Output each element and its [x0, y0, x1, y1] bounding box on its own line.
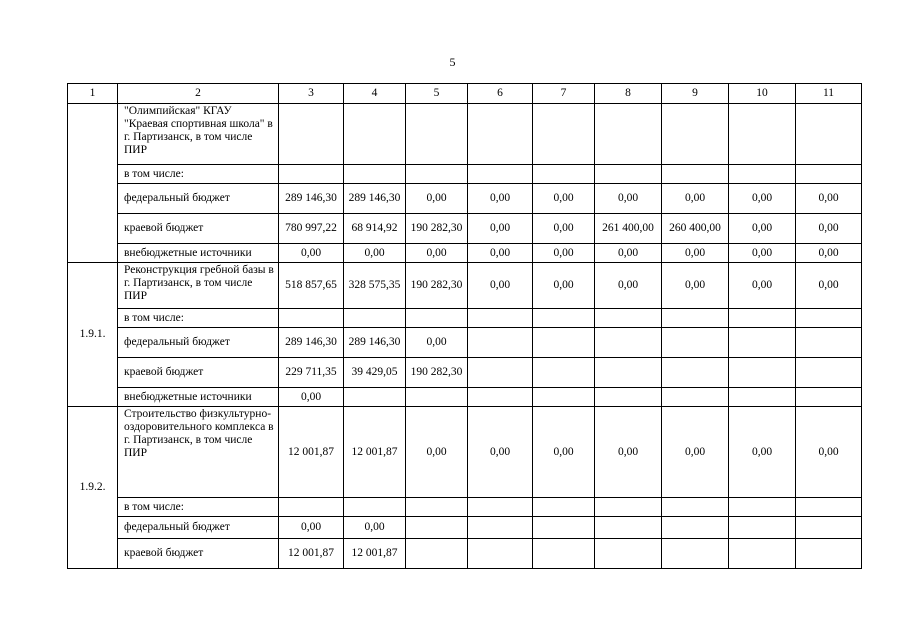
table-cell: 0,00	[729, 214, 796, 244]
table-cell	[662, 358, 729, 388]
table-cell	[344, 309, 406, 328]
table-cell	[595, 388, 662, 407]
table-cell: 0,00	[796, 244, 862, 263]
row-name: Строительство физкультурно-оздоровительного комплекса в г. Партизанск, в том числе ПИР	[118, 407, 279, 498]
row-name: в том числе:	[118, 498, 279, 517]
table-cell: 0,00	[279, 517, 344, 539]
table-cell	[533, 358, 595, 388]
table-cell	[729, 104, 796, 165]
table-cell: 0,00	[796, 407, 862, 498]
row-name: внебюджетные источники	[118, 244, 279, 263]
table-cell	[344, 388, 406, 407]
table-cell: 0,00	[729, 263, 796, 309]
table-cell: 260 400,00	[662, 214, 729, 244]
table-cell: 0,00	[595, 244, 662, 263]
column-header: 6	[468, 84, 533, 104]
table-cell	[468, 309, 533, 328]
table-cell: 229 711,35	[279, 358, 344, 388]
table-row	[68, 165, 862, 184]
table-cell	[279, 498, 344, 517]
table-cell	[595, 104, 662, 165]
row-name: федеральный бюджет	[118, 184, 279, 214]
table-cell: 289 146,30	[344, 328, 406, 358]
table-cell	[279, 165, 344, 184]
column-header: 8	[595, 84, 662, 104]
row-name: краевой бюджет	[118, 214, 279, 244]
column-header: 11	[796, 84, 862, 104]
table-cell	[662, 104, 729, 165]
column-header: 3	[279, 84, 344, 104]
table-cell: 0,00	[796, 184, 862, 214]
table-cell: 289 146,30	[279, 184, 344, 214]
table-cell	[729, 358, 796, 388]
header-row	[68, 84, 862, 104]
table-cell	[406, 165, 468, 184]
row-code: 1.9.2.	[68, 407, 118, 569]
table-cell: 0,00	[729, 407, 796, 498]
table-row	[68, 539, 862, 569]
table-cell: 0,00	[533, 263, 595, 309]
table-cell: 0,00	[406, 244, 468, 263]
table-cell	[729, 309, 796, 328]
table-row	[68, 263, 862, 309]
row-name: в том числе:	[118, 309, 279, 328]
table-cell	[279, 309, 344, 328]
table-cell: 289 146,30	[279, 328, 344, 358]
row-code	[68, 104, 118, 263]
table-cell	[595, 328, 662, 358]
table-cell	[729, 165, 796, 184]
column-header: 5	[406, 84, 468, 104]
table-cell: 0,00	[406, 328, 468, 358]
table-cell: 0,00	[279, 244, 344, 263]
column-header: 9	[662, 84, 729, 104]
column-header: 2	[118, 84, 279, 104]
table-cell	[406, 104, 468, 165]
table-row	[68, 358, 862, 388]
table-cell: 0,00	[595, 263, 662, 309]
table-cell: 0,00	[406, 407, 468, 498]
table-cell	[344, 165, 406, 184]
table-cell: 0,00	[344, 517, 406, 539]
table-cell	[533, 498, 595, 517]
table-cell: 0,00	[406, 184, 468, 214]
table-cell	[344, 498, 406, 517]
table-cell: 68 914,92	[344, 214, 406, 244]
table-cell	[729, 539, 796, 569]
table-cell: 12 001,87	[279, 407, 344, 498]
table-cell	[595, 358, 662, 388]
table-row	[68, 309, 862, 328]
table-cell	[662, 517, 729, 539]
table-cell	[533, 539, 595, 569]
table-cell	[468, 388, 533, 407]
table-cell	[468, 358, 533, 388]
table-row	[68, 388, 862, 407]
table-cell: 0,00	[662, 244, 729, 263]
table-cell	[279, 104, 344, 165]
table-row	[68, 184, 862, 214]
table-cell	[406, 309, 468, 328]
page-number: 5	[449, 55, 456, 69]
table-cell: 39 429,05	[344, 358, 406, 388]
table-cell	[796, 539, 862, 569]
table-cell: 289 146,30	[344, 184, 406, 214]
table-cell	[729, 328, 796, 358]
table-cell	[796, 309, 862, 328]
row-code: 1.9.1.	[68, 263, 118, 407]
table-cell: 190 282,30	[406, 358, 468, 388]
table-cell: 780 997,22	[279, 214, 344, 244]
table-cell	[796, 104, 862, 165]
table-cell: 328 575,35	[344, 263, 406, 309]
column-header: 1	[68, 84, 118, 104]
table-cell	[406, 517, 468, 539]
table-cell	[468, 498, 533, 517]
column-header: 10	[729, 84, 796, 104]
table-cell: 0,00	[533, 244, 595, 263]
table-cell	[796, 517, 862, 539]
table-cell	[595, 539, 662, 569]
table-cell	[796, 328, 862, 358]
table-cell	[796, 498, 862, 517]
table-cell	[796, 165, 862, 184]
column-header: 7	[533, 84, 595, 104]
column-header: 4	[344, 84, 406, 104]
table-cell: 0,00	[468, 263, 533, 309]
table-cell	[533, 517, 595, 539]
row-name: федеральный бюджет	[118, 328, 279, 358]
row-name: в том числе:	[118, 165, 279, 184]
table-row	[68, 244, 862, 263]
table-cell: 0,00	[796, 214, 862, 244]
row-name: внебюджетные источники	[118, 388, 279, 407]
table-cell: 261 400,00	[595, 214, 662, 244]
table-cell: 0,00	[662, 263, 729, 309]
table-cell	[468, 165, 533, 184]
table-cell	[662, 388, 729, 407]
table-cell: 0,00	[468, 407, 533, 498]
table-cell	[533, 165, 595, 184]
table-cell	[796, 388, 862, 407]
table-cell: 0,00	[729, 244, 796, 263]
table-cell	[533, 104, 595, 165]
table-row	[68, 517, 862, 539]
table-row	[68, 407, 862, 498]
table-cell	[595, 309, 662, 328]
table-cell	[662, 309, 729, 328]
table-cell	[662, 498, 729, 517]
table-cell	[595, 165, 662, 184]
table-cell: 0,00	[533, 184, 595, 214]
table-cell: 12 001,87	[344, 539, 406, 569]
table-cell: 0,00	[662, 184, 729, 214]
table-cell: 190 282,30	[406, 263, 468, 309]
table-cell	[406, 539, 468, 569]
table-cell: 0,00	[595, 407, 662, 498]
row-name: Реконструкция гребной базы в г. Партизанск, в том числе ПИР	[118, 263, 279, 309]
table-cell	[468, 517, 533, 539]
table-cell	[533, 388, 595, 407]
budget-table	[67, 83, 862, 569]
table-cell	[729, 388, 796, 407]
table-cell	[533, 328, 595, 358]
table-cell	[533, 309, 595, 328]
table-row	[68, 214, 862, 244]
table-cell: 0,00	[468, 214, 533, 244]
table-cell: 0,00	[595, 184, 662, 214]
table-cell	[406, 388, 468, 407]
row-name: федеральный бюджет	[118, 517, 279, 539]
row-name: "Олимпийская" КГАУ "Краевая спортивная школа" в г. Партизанск, в том числе ПИР	[118, 104, 279, 165]
table-cell	[662, 539, 729, 569]
table-cell	[468, 539, 533, 569]
table-cell	[468, 104, 533, 165]
table-cell	[796, 358, 862, 388]
table-row	[68, 104, 862, 165]
table-row	[68, 498, 862, 517]
table-cell: 0,00	[344, 244, 406, 263]
table-cell	[729, 517, 796, 539]
table-cell	[729, 498, 796, 517]
table-cell	[595, 498, 662, 517]
table-cell	[344, 104, 406, 165]
table-cell: 0,00	[533, 214, 595, 244]
table-cell	[662, 165, 729, 184]
table-cell: 518 857,65	[279, 263, 344, 309]
table-cell: 12 001,87	[344, 407, 406, 498]
table-cell	[406, 498, 468, 517]
table-cell	[662, 328, 729, 358]
table-cell: 190 282,30	[406, 214, 468, 244]
table-cell	[468, 328, 533, 358]
row-name: краевой бюджет	[118, 539, 279, 569]
table-cell: 0,00	[729, 184, 796, 214]
table-cell: 0,00	[468, 244, 533, 263]
table-cell: 0,00	[662, 407, 729, 498]
table-cell: 12 001,87	[279, 539, 344, 569]
table-cell: 0,00	[468, 184, 533, 214]
table-row	[68, 328, 862, 358]
table-cell	[595, 517, 662, 539]
table-cell: 0,00	[279, 388, 344, 407]
row-name: краевой бюджет	[118, 358, 279, 388]
table-cell: 0,00	[796, 263, 862, 309]
table-cell: 0,00	[533, 407, 595, 498]
